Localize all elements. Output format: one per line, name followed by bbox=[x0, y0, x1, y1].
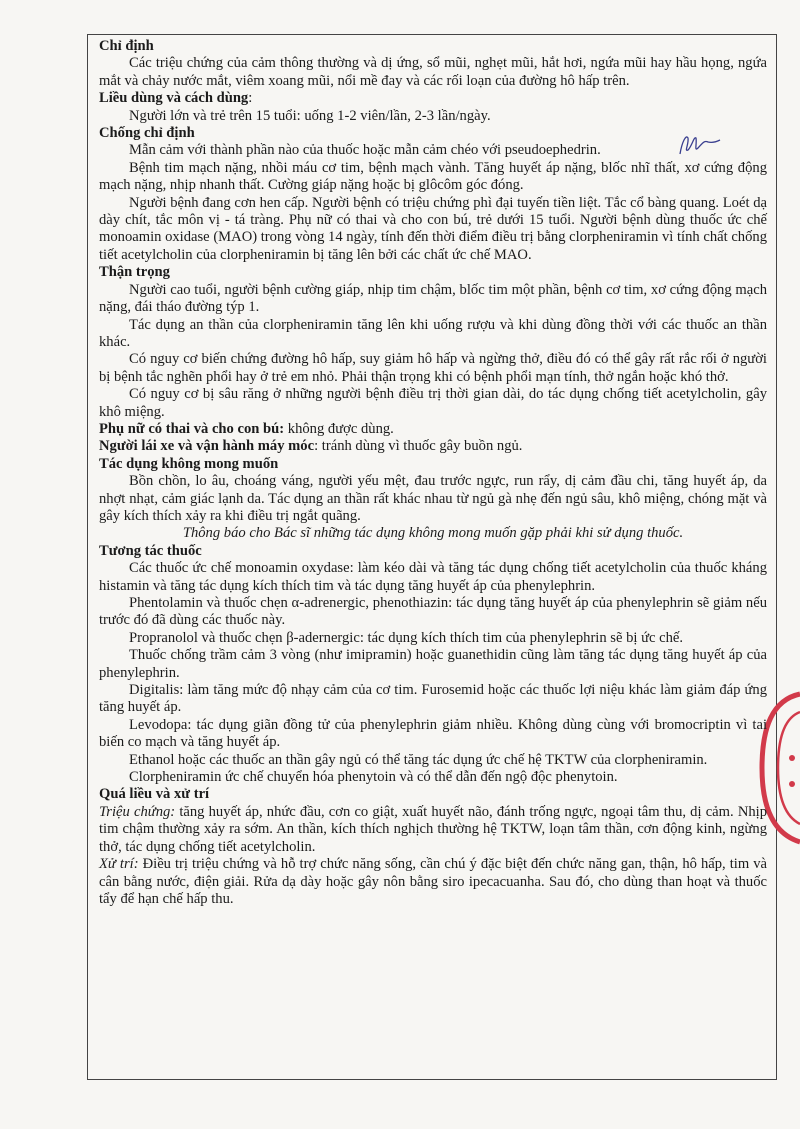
than-trong-p4: Có nguy cơ bị sâu răng ở những người bệnh điều trị thời gian dài, do tác dụng chống tiết acetylcholin, gây khô miệng. bbox=[99, 386, 767, 420]
heading-lieu-dung: Liều dùng và cách dùng: bbox=[99, 90, 253, 107]
heading-chi-dinh: Chỉ định bbox=[99, 38, 154, 54]
tuong-tac-p3: Propranolol và thuốc chẹn β-adernergic: tác dụng kích thích tim của phenylephrin sẽ bị ức chế. bbox=[129, 629, 684, 646]
heading-qua-lieu: Quá liều và xử trí bbox=[99, 786, 210, 803]
tuong-tac-p1: Các thuốc ức chế monoamin oxydase: làm kéo dài và tăng tác dụng chống tiết acetylcholin của thuốc kháng histamin và tăng tác dụng kích thích tim và tác dụng tăng huyết áp của phenylephrin. bbox=[99, 560, 767, 594]
lieu-dung-text: Người lớn và trẻ trên 15 tuổi: uống 1-2 viên/lần, 2-3 lần/ngày. bbox=[129, 107, 491, 124]
chi-dinh-text: Các triệu chứng của cảm thông thường và dị ứng, sổ mũi, nghẹt mũi, hắt hơi, ngứa mũi hay hầu họng, ngứa mắt và chảy nước mắt, viêm xoang mũi, nổi mề đay và các rối loạn của đường hô hấp trên. bbox=[99, 55, 767, 89]
tuong-tac-p7: Ethanol hoặc các thuốc an thần gây ngủ có thể tăng tác dụng ức chế hệ TKTW của clorpheniramin. bbox=[129, 751, 708, 768]
phu-nu-line: Phụ nữ có thai và cho con bú: không được dùng. bbox=[99, 420, 394, 437]
heading-tuong-tac: Tương tác thuốc bbox=[99, 542, 202, 559]
than-trong-p2: Tác dụng an thần của clorpheniramin tăng lên khi uống rượu và khi dùng đồng thời với các thuốc an thần khác. bbox=[99, 316, 767, 350]
chong-chi-dinh-p2: Bệnh tim mạch nặng, nhồi máu cơ tim, bệnh mạch vành. Tăng huyết áp nặng, blốc nhĩ thất, xơ cứng động mạch nặng, nhịp nhanh thất. Cường giáp nặng hoặc bị glôcôm góc đóng. bbox=[99, 159, 767, 194]
tuong-tac-p2: Phentolamin và thuốc chẹn α-adrenergic, phenothiazin: tác dụng tăng huyết áp của phenylephrin sẽ giảm nếu trước đó đã dùng các thuốc này. bbox=[99, 595, 767, 629]
heading-chong-chi-dinh: Chống chỉ định bbox=[99, 125, 195, 142]
qua-lieu-symptoms: Triệu chứng: tăng huyết áp, nhức đầu, cơn co giật, xuất huyết não, đánh trống ngực, ngoại tâm thu, dị cảm. Nhịp tim chậm thường xảy ra sớm. An thần, kích thích nghịch thường hệ TKTW, loạn tâm thần, cơn động kinh, ngừng thở, tác dụng chống tiết acetylcholin. bbox=[99, 803, 768, 855]
lai-xe-line: Người lái xe và vận hành máy móc: tránh dùng vì thuốc gây buồn ngủ. bbox=[99, 438, 523, 455]
document-body bbox=[99, 38, 767, 908]
tac-dung-notice: Thông báo cho Bác sĩ những tác dụng không mong muốn gặp phải khi sử dụng thuốc. bbox=[182, 525, 684, 542]
chong-chi-dinh-p3: Người bệnh đang cơn hen cấp. Người bệnh có triệu chứng phì đại tuyến tiền liệt. Tắc cổ bàng quang. Loét dạ dày chít, tắc môn vị - tá tràng. Phụ nữ có thai và cho con bú, trẻ dưới 15 tuổi. Người bệnh dùng thuốc ức chế monoamin oxidase (MAO) trong vòng 14 ngày, tính đến thời điểm điều trị bằng clorpheniramin vì tính chất chống tiết acetylcholin của clorpheniramin bị tăng lên bởi các chất ức chế MAO. bbox=[99, 194, 767, 263]
than-trong-p3: Có nguy cơ biến chứng đường hô hấp, suy giảm hô hấp và ngừng thở, điều đó có thể gây rất rắc rối ở người bị bệnh tắc nghẽn phổi hay ở trẻ em nhỏ. Phải thận trọng khi có bệnh phổi mạn tính, thở ngắn hoặc khó thở. bbox=[99, 351, 767, 385]
tac-dung-text: Bồn chồn, lo âu, choáng váng, người yếu mệt, đau trước ngực, run rẩy, dị cảm đầu chi, tăng huyết áp, da nhợt nhạt, cảm giác lạnh da. Tác dụng an thần rất khác nhau từ ngủ gà nhẹ đến ngủ sâu, khô miệng, chóng mặt và gây kích thích xảy ra khi điều trị ngắt quãng. bbox=[99, 473, 767, 524]
tuong-tac-p4: Thuốc chống trầm cảm 3 vòng (như imipramin) hoặc guanethidin cũng làm tăng tác dụng tăng huyết áp của phenylephrin. bbox=[99, 647, 767, 681]
heading-tac-dung: Tác dụng không mong muốn bbox=[99, 455, 279, 472]
chong-chi-dinh-p1: Mẫn cảm với thành phần nào của thuốc hoặc mẫn cảm chéo với pseudoephedrin. bbox=[129, 142, 601, 159]
tuong-tac-p8: Clorpheniramin ức chế chuyển hóa phenytoin và có thể dẫn đến ngộ độc phenytoin. bbox=[129, 769, 618, 786]
tuong-tac-p6: Levodopa: tác dụng giãn đồng tử của phenylephrin giảm nhiều. Không dùng cùng với bromocriptin vì tai biến co mạch và tăng huyết áp. bbox=[99, 716, 767, 751]
tuong-tac-p5: Digitalis: làm tăng mức độ nhạy cảm của cơ tim. Furosemid hoặc các thuốc lợi niệu khác làm giảm đáp ứng tăng huyết áp. bbox=[99, 682, 767, 716]
heading-than-trong: Thận trọng bbox=[99, 264, 170, 281]
qua-lieu-treatment: Xử trí: Điều trị triệu chứng và hỗ trợ chức năng sống, cần chú ý đặc biệt đến chức năng gan, thận, hô hấp, tim và cân bằng nước, điện giải. Rửa dạ dày hoặc gây nôn bằng siro ipecacuanha. Sau đó, cho dùng than hoạt và thuốc tẩy để hạn chế hấp thu. bbox=[99, 856, 767, 907]
than-trong-p1: Người cao tuổi, người bệnh cường giáp, nhịp tim chậm, blốc tim một phần, bệnh cơ tim, xơ cứng động mạch nặng, đái tháo đường týp 1. bbox=[99, 281, 767, 316]
